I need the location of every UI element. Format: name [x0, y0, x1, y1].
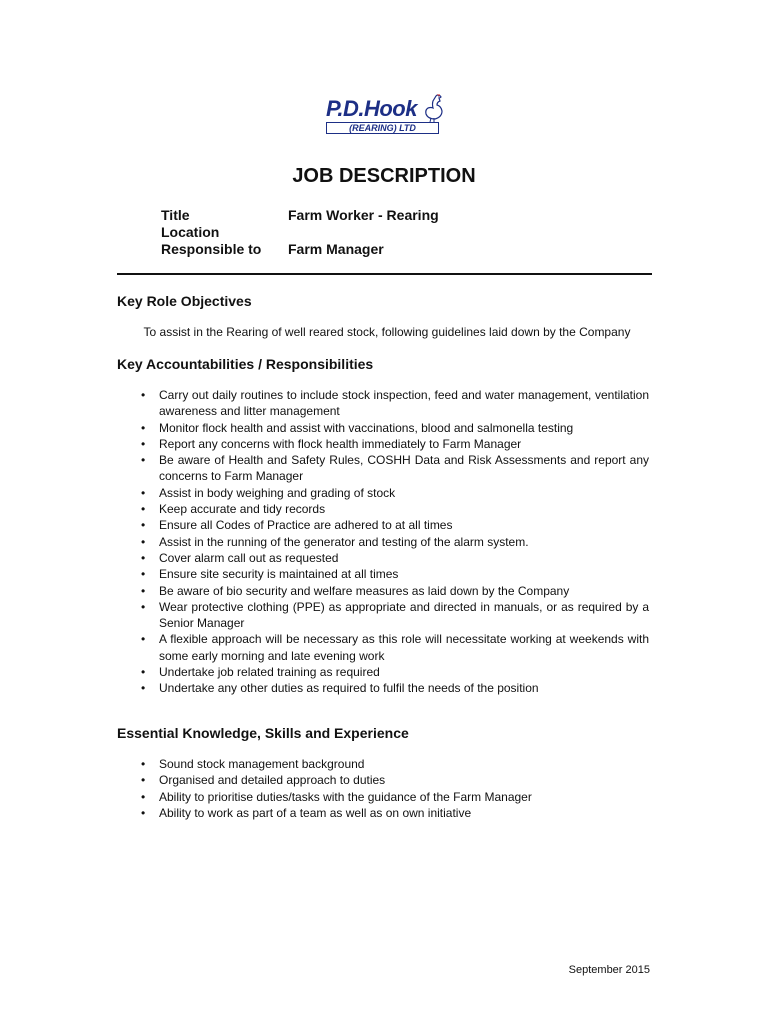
list-item: • Cover alarm call out as requested — [117, 550, 649, 566]
section-heading-accountabilities: Key Accountabilities / Responsibilities — [117, 356, 374, 372]
section-heading-knowledge: Essential Knowledge, Skills and Experience — [117, 725, 409, 741]
list-item: • Undertake any other duties as required to fulfil the needs of the position — [117, 680, 649, 696]
logo-name: P.D.Hook — [326, 96, 417, 121]
list-item: • Ensure all Codes of Practice are adhered to at all times — [117, 517, 649, 533]
list-item: • Sound stock management background — [117, 756, 649, 772]
info-value: Farm Worker - Rearing — [288, 207, 439, 223]
list-item: • Be aware of Health and Safety Rules, COSHH Data and Risk Assessments and report any concerns to Farm Manager — [117, 452, 649, 485]
objectives-text: To assist in the Rearing of well reared stock, following guidelines laid down by the Company — [143, 325, 631, 339]
info-value: Farm Manager — [288, 241, 384, 257]
accountabilities-list — [117, 387, 649, 697]
knowledge-list — [117, 756, 649, 821]
list-item: • Report any concerns with flock health immediately to Farm Manager — [117, 436, 649, 452]
list-item: • A flexible approach will be necessary as this role will necessitate working at weekends with some early morning and late evening work — [117, 631, 649, 664]
company-logo — [326, 94, 446, 140]
logo-subtitle: (REARING) LTD — [326, 122, 439, 134]
list-item: • Monitor flock health and assist with vaccinations, blood and salmonella testing — [117, 420, 649, 436]
list-item: • Ensure site security is maintained at all times — [117, 566, 649, 582]
hen-icon — [422, 94, 444, 122]
list-item: • Be aware of bio security and welfare measures as laid down by the Company — [117, 583, 649, 599]
document-date: September 2015 — [568, 964, 650, 976]
list-item: • Keep accurate and tidy records — [117, 501, 649, 517]
list-item: • Ability to prioritise duties/tasks with the guidance of the Farm Manager — [117, 789, 649, 805]
divider — [117, 273, 652, 275]
section-heading-objectives: Key Role Objectives — [117, 293, 252, 309]
list-item: • Assist in the running of the generator and testing of the alarm system. — [117, 534, 649, 550]
info-label: Responsible to — [161, 241, 262, 257]
list-item: • Undertake job related training as required — [117, 664, 649, 680]
list-item: • Organised and detailed approach to duties — [117, 772, 649, 788]
list-item: • Ability to work as part of a team as well as on own initiative — [117, 805, 649, 821]
info-label: Location — [161, 224, 220, 240]
list-item: • Carry out daily routines to include stock inspection, feed and water management, ventilation awareness and litter management — [117, 387, 649, 420]
list-item: • Assist in body weighing and grading of stock — [117, 485, 649, 501]
info-label: Title — [161, 207, 190, 223]
page-title: JOB DESCRIPTION — [292, 165, 476, 187]
list-item: • Wear protective clothing (PPE) as appropriate and directed in manuals, or as required by a Senior Manager — [117, 599, 649, 632]
